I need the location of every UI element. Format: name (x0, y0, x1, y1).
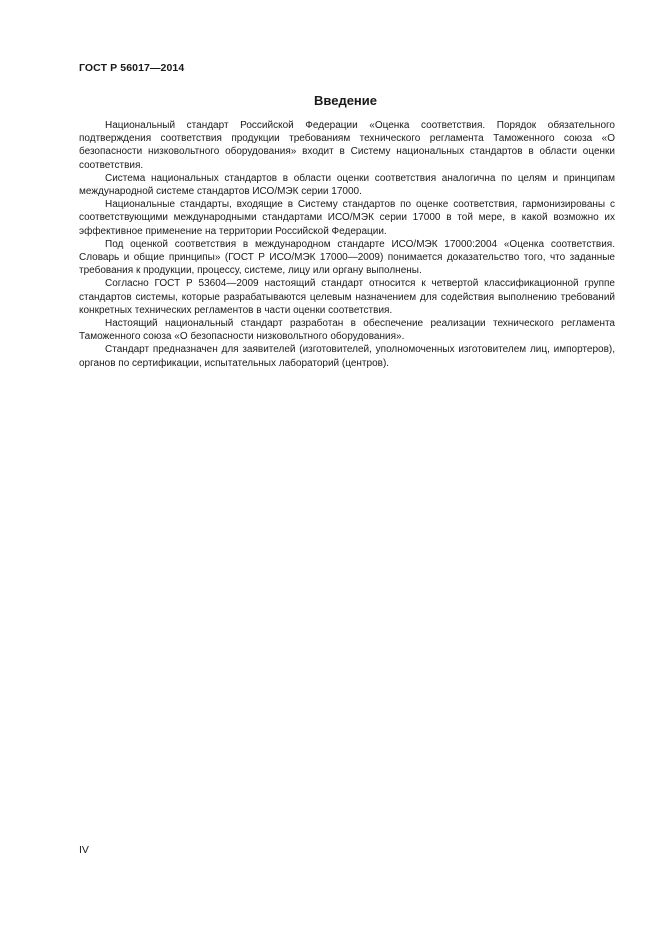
paragraph: Под оценкой соответствия в международном стандарте ИСО/МЭК 17000:2004 «Оценка соответствия. Словарь и общие принципы» (ГОСТ Р ИСО/МЭК 17000—2009) понимается доказательство того, что заданные требования к продукции, процессу, системе, лицу или органу выполнены. (79, 238, 615, 277)
paragraph: Стандарт предназначен для заявителей (изготовителей, уполномоченных изготовителем лиц, импортеров), органов по сертификации, испытательных лабораторий (центров). (79, 344, 615, 369)
page-number: IV (79, 844, 89, 856)
paragraph: Национальные стандарты, входящие в Систему стандартов по оценке соответствия, гармонизированы с соответствующими международными стандартами ИСО/МЭК серии 17000 в той мере, в какой возможно их эффективное применение на территории Российской Федерации. (79, 199, 615, 237)
document-code: ГОСТ Р 56017—2014 (79, 62, 185, 74)
paragraph: Система национальных стандартов в области оценки соответствия аналогична по целям и принципам международной системе стандартов ИСО/МЭК серии 17000. (79, 172, 615, 198)
paragraph: Настоящий национальный стандарт разработан в обеспечение реализации технического регламента Таможенного союза «О безопасности низковольтного оборудования». (79, 318, 615, 343)
paragraph: Национальный стандарт Российской Федерации «Оценка соответствия. Порядок обязательного подтверждения соответствия продукции требованиям технического регламента Таможенного союза «О безопасности низковольтного оборудования» входит в Систему национальных стандартов в области оценки соответствия. (79, 120, 615, 171)
section-title: Введение (314, 93, 377, 108)
section-body (79, 119, 615, 370)
paragraph: Согласно ГОСТ Р 53604—2009 настоящий стандарт относится к четвертой классификационной группе стандартов системы, которые разрабатываются целевым назначением для содействия выполнению требований конкретных технических регламентов в части оценки соответствия. (79, 278, 615, 316)
